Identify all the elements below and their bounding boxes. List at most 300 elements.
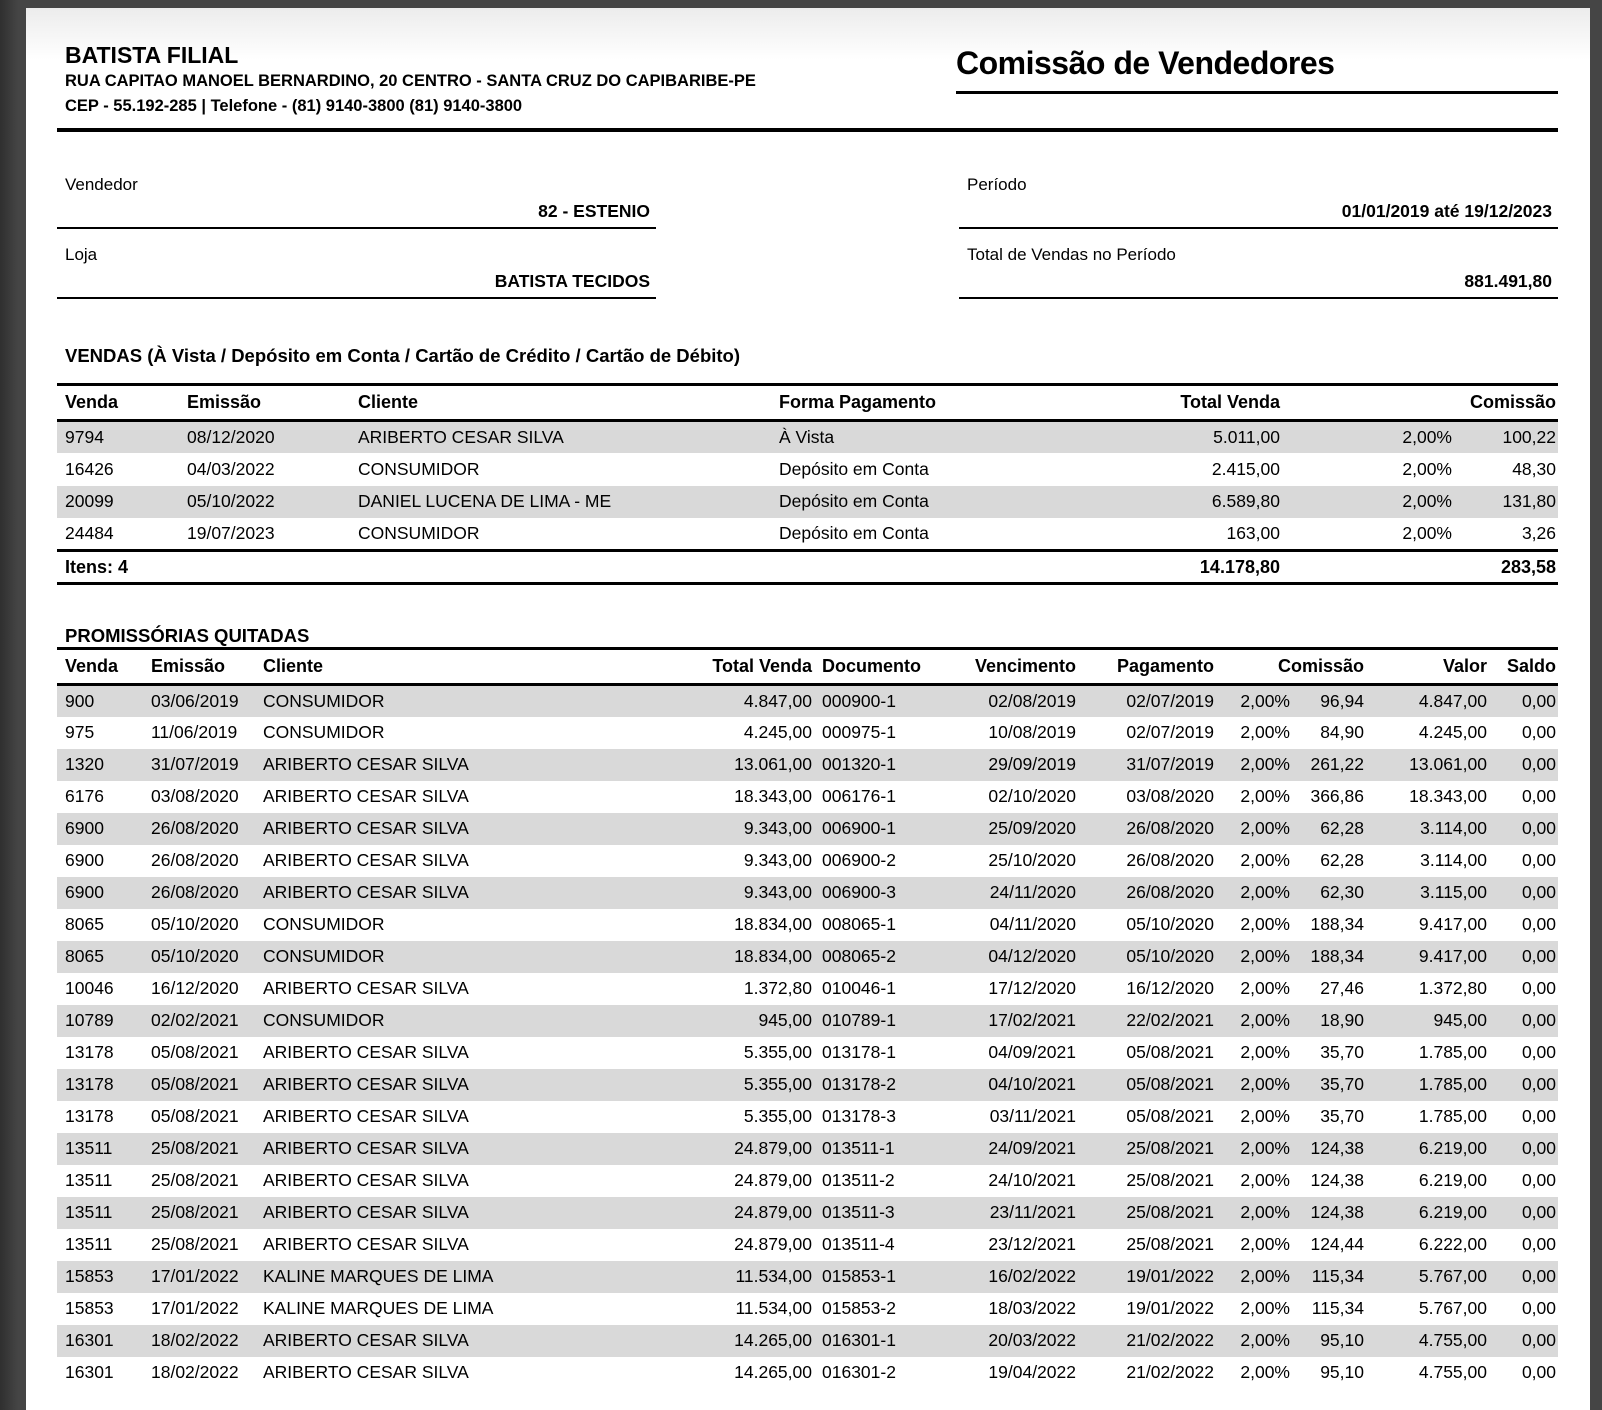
- cell-pagamento: 03/08/2020: [1126, 786, 1214, 806]
- cell-cliente: CONSUMIDOR: [263, 722, 385, 742]
- vendas-row: [57, 518, 1558, 551]
- cell-cliente: CONSUMIDOR: [263, 946, 385, 966]
- cell-vencimento: 25/10/2020: [988, 850, 1076, 870]
- cell-cliente: KALINE MARQUES DE LIMA: [263, 1266, 494, 1286]
- cell-comissao-valor: 124,38: [1310, 1202, 1364, 1222]
- cell-comissao-valor: 62,30: [1320, 882, 1364, 902]
- cell-comissao-pct: 2,00%: [1240, 1010, 1290, 1030]
- cell-pagamento: 05/10/2020: [1126, 946, 1214, 966]
- cell-comissao-valor: 131,80: [1502, 491, 1556, 512]
- cell-pagamento: 16/12/2020: [1126, 978, 1214, 998]
- cell-cliente: ARIBERTO CESAR SILVA: [263, 1234, 469, 1254]
- promissoria-row: [57, 973, 1558, 1005]
- cell-cliente: CONSUMIDOR: [358, 523, 480, 543]
- cell-emissao: 25/08/2021: [151, 1138, 239, 1158]
- cell-total-venda: 14.265,00: [734, 1362, 812, 1382]
- promissoria-row: [57, 1261, 1558, 1293]
- company-cep-phone: CEP - 55.192-285 | Telefone - (81) 9140-3800 (81) 9140-3800: [65, 96, 523, 115]
- cell-cliente: KALINE MARQUES DE LIMA: [263, 1298, 494, 1318]
- cell-saldo: 0,00: [1521, 978, 1556, 998]
- cell-comissao-valor: 35,70: [1320, 1042, 1364, 1062]
- cell-venda: 975: [65, 722, 95, 742]
- cell-comissao-valor: 48,30: [1512, 458, 1556, 479]
- cell-valor: 9.417,00: [1418, 946, 1487, 966]
- cell-comissao-valor: 35,70: [1320, 1106, 1364, 1126]
- promissoria-row: [57, 1197, 1558, 1229]
- cell-valor: 6.222,00: [1418, 1234, 1487, 1254]
- promissoria-row: [57, 941, 1558, 973]
- promissoria-row: [57, 1037, 1558, 1069]
- cell-vencimento: 03/11/2021: [989, 1106, 1076, 1126]
- cell-total-venda: 9.343,00: [743, 818, 812, 838]
- cell-total-venda: 18.834,00: [734, 946, 812, 966]
- promissoria-row: [57, 877, 1558, 909]
- cell-emissao: 31/07/2019: [151, 754, 239, 774]
- cell-valor: 9.417,00: [1418, 914, 1487, 934]
- header-pct-spacer: [1282, 385, 1454, 421]
- cell-documento: 006900-1: [822, 818, 896, 838]
- cell-total-venda: 945,00: [758, 1010, 812, 1030]
- cell-cliente: CONSUMIDOR: [358, 458, 480, 479]
- cell-saldo: 0,00: [1521, 786, 1556, 806]
- cell-emissao: 25/08/2021: [151, 1202, 239, 1222]
- cell-comissao-pct: 2,00%: [1240, 786, 1290, 806]
- cell-documento: 008065-2: [822, 946, 896, 966]
- cell-vencimento: 18/03/2022: [988, 1298, 1076, 1318]
- cell-comissao-pct: 2,00%: [1402, 491, 1452, 512]
- cell-documento: 013511-4: [822, 1234, 895, 1254]
- cell-emissao: 05/08/2021: [151, 1106, 239, 1126]
- cell-saldo: 0,00: [1521, 850, 1556, 870]
- promissoria-row: [57, 1325, 1558, 1357]
- cell-saldo: 0,00: [1521, 946, 1556, 966]
- cell-pagamento: 26/08/2020: [1126, 882, 1214, 902]
- cell-vencimento: 24/10/2021: [988, 1170, 1076, 1190]
- cell-saldo: 0,00: [1521, 1234, 1556, 1254]
- cell-venda: 24484: [65, 523, 114, 543]
- totals-comissao: 283,58: [1500, 556, 1556, 577]
- cell-comissao-pct: 2,00%: [1240, 1202, 1290, 1222]
- cell-vencimento: 04/12/2020: [988, 946, 1076, 966]
- cell-venda: 16426: [65, 458, 114, 479]
- cell-documento: 013178-3: [822, 1106, 896, 1126]
- promissoria-row: [57, 1165, 1558, 1197]
- cell-emissao: 11/06/2019: [151, 722, 238, 742]
- cell-pagamento: 05/08/2021: [1126, 1042, 1214, 1062]
- cell-pagamento: 05/10/2020: [1126, 914, 1214, 934]
- cell-documento: 015853-2: [822, 1298, 896, 1318]
- cell-comissao-pct: 2,00%: [1240, 1170, 1290, 1190]
- cell-comissao-valor: 35,70: [1320, 1074, 1364, 1094]
- cell-total-venda: 11.534,00: [735, 1266, 812, 1286]
- cell-total-venda: 18.343,00: [734, 786, 812, 806]
- cell-emissao: 05/10/2022: [187, 491, 275, 512]
- cell-documento: 006900-3: [822, 882, 896, 902]
- cell-venda: 8065: [65, 946, 104, 966]
- cell-venda: 1320: [65, 754, 104, 774]
- promissoria-row: [57, 909, 1558, 941]
- cell-venda: 6176: [65, 786, 104, 806]
- cell-documento: 010789-1: [822, 1010, 896, 1030]
- cell-cliente: ARIBERTO CESAR SILVA: [263, 1074, 469, 1094]
- cell-comissao-valor: 188,34: [1310, 946, 1364, 966]
- cell-vencimento: 10/08/2019: [988, 722, 1076, 742]
- cell-comissao-valor: 96,94: [1320, 690, 1364, 711]
- cell-emissao: 04/03/2022: [187, 458, 275, 479]
- cell-total-venda: 4.245,00: [743, 722, 812, 742]
- cell-saldo: 0,00: [1521, 1138, 1556, 1158]
- cell-valor: 13.061,00: [1409, 754, 1487, 774]
- cell-forma-pagamento: Depósito em Conta: [779, 491, 929, 512]
- cell-comissao-valor: 188,34: [1310, 914, 1364, 934]
- cell-vencimento: 20/03/2022: [988, 1330, 1076, 1350]
- cell-comissao-pct: 2,00%: [1240, 690, 1290, 711]
- field-vendedor: [57, 174, 656, 229]
- cell-saldo: 0,00: [1521, 690, 1556, 711]
- cell-total-venda: 14.265,00: [734, 1330, 812, 1350]
- cell-documento: 008065-1: [822, 914, 896, 934]
- header-emissao: Emissão: [187, 392, 262, 412]
- cell-total-venda: 5.355,00: [743, 1042, 812, 1062]
- cell-documento: 013178-1: [822, 1042, 896, 1062]
- cell-saldo: 0,00: [1521, 882, 1556, 902]
- cell-saldo: 0,00: [1521, 1298, 1556, 1318]
- cell-valor: 1.785,00: [1418, 1042, 1487, 1062]
- vendas-table-foot: [57, 551, 1558, 584]
- cell-pagamento: 19/01/2022: [1126, 1298, 1214, 1318]
- cell-venda: 6900: [65, 818, 104, 838]
- header-saldo: Saldo: [1506, 656, 1556, 676]
- cell-comissao-valor: 124,38: [1310, 1138, 1364, 1158]
- cell-cliente: ARIBERTO CESAR SILVA: [263, 1202, 469, 1222]
- header-divider: [57, 128, 1558, 132]
- cell-comissao-valor: 95,10: [1320, 1330, 1364, 1350]
- cell-documento: 015853-1: [822, 1266, 896, 1286]
- cell-cliente: CONSUMIDOR: [263, 690, 385, 711]
- cell-cliente: ARIBERTO CESAR SILVA: [263, 1330, 469, 1350]
- promissoria-row: [57, 1069, 1558, 1101]
- cell-valor: 6.219,00: [1418, 1170, 1487, 1190]
- cell-saldo: 0,00: [1521, 1042, 1556, 1062]
- vendas-row: [57, 421, 1558, 454]
- cell-forma-pagamento: Depósito em Conta: [779, 458, 929, 479]
- cell-cliente: DANIEL LUCENA DE LIMA - ME: [358, 491, 612, 512]
- cell-vencimento: 23/12/2021: [988, 1234, 1076, 1254]
- cell-saldo: 0,00: [1521, 722, 1556, 742]
- promissorias-section-title: PROMISSÓRIAS QUITADAS: [65, 625, 310, 646]
- cell-venda: 13511: [65, 1234, 113, 1254]
- header-cliente: Cliente: [263, 656, 324, 676]
- promissoria-row: [57, 813, 1558, 845]
- cell-comissao-pct: 2,00%: [1240, 850, 1290, 870]
- cell-total-venda: 13.061,00: [734, 754, 812, 774]
- cell-venda: 13511: [65, 1138, 113, 1158]
- cell-comissao-pct: 2,00%: [1240, 1266, 1290, 1286]
- cell-total-venda: 2.415,00: [1211, 458, 1280, 479]
- cell-venda: 900: [65, 690, 95, 711]
- cell-pagamento: 25/08/2021: [1126, 1202, 1214, 1222]
- cell-total-venda: 18.834,00: [734, 914, 812, 934]
- cell-cliente: ARIBERTO CESAR SILVA: [263, 818, 469, 838]
- cell-emissao: 03/08/2020: [151, 786, 239, 806]
- cell-saldo: 0,00: [1521, 1330, 1556, 1350]
- cell-emissao: 19/07/2023: [187, 523, 275, 543]
- cell-comissao-pct: 2,00%: [1240, 818, 1290, 838]
- cell-saldo: 0,00: [1521, 1266, 1556, 1286]
- cell-comissao-valor: 261,22: [1310, 754, 1364, 774]
- cell-comissao-pct: 2,00%: [1402, 427, 1452, 447]
- cell-venda: 6900: [65, 850, 104, 870]
- promissoria-row: [57, 685, 1558, 717]
- cell-valor: 6.219,00: [1418, 1138, 1487, 1158]
- cell-documento: 006176-1: [822, 786, 896, 806]
- cell-venda: 16301: [65, 1362, 114, 1382]
- cell-total-venda: 163,00: [1226, 523, 1280, 543]
- cell-cliente: ARIBERTO CESAR SILVA: [263, 1170, 469, 1190]
- cell-comissao-pct: 2,00%: [1240, 882, 1290, 902]
- cell-emissao: 17/01/2022: [151, 1298, 239, 1318]
- cell-valor: 3.114,00: [1420, 850, 1487, 870]
- report-title: Comissão de Vendedores: [956, 45, 1335, 81]
- cell-valor: 1.785,00: [1418, 1106, 1487, 1126]
- cell-documento: 016301-2: [822, 1362, 896, 1382]
- cell-venda: 16301: [65, 1330, 114, 1350]
- cell-total-venda: 5.355,00: [743, 1074, 812, 1094]
- cell-vencimento: 02/10/2020: [988, 786, 1076, 806]
- cell-emissao: 17/01/2022: [151, 1266, 239, 1286]
- cell-valor: 945,00: [1433, 1010, 1487, 1030]
- cell-pagamento: 25/08/2021: [1126, 1234, 1214, 1254]
- loja-value: BATISTA TECIDOS: [494, 271, 650, 291]
- cell-cliente: ARIBERTO CESAR SILVA: [263, 754, 469, 774]
- cell-comissao-pct: 2,00%: [1240, 1234, 1290, 1254]
- cell-pagamento: 19/01/2022: [1126, 1266, 1214, 1286]
- cell-valor: 18.343,00: [1409, 786, 1487, 806]
- vendas-header-row: [57, 385, 1558, 421]
- header-total-venda: Total Venda: [1180, 392, 1280, 412]
- cell-pagamento: 26/08/2020: [1126, 850, 1214, 870]
- cell-valor: 1.372,80: [1418, 978, 1487, 998]
- cell-documento: 013511-2: [822, 1170, 895, 1190]
- cell-emissao: 05/10/2020: [151, 946, 239, 966]
- cell-pagamento: 02/07/2019: [1126, 690, 1214, 711]
- cell-comissao-pct: 2,00%: [1240, 978, 1290, 998]
- cell-total-venda: 5.011,00: [1213, 427, 1280, 447]
- cell-venda: 10789: [65, 1010, 114, 1030]
- cell-total-venda: 24.879,00: [734, 1202, 812, 1222]
- cell-valor: 3.114,00: [1420, 818, 1487, 838]
- cell-comissao-valor: 18,90: [1320, 1010, 1364, 1030]
- report-page: [26, 8, 1590, 1410]
- cell-saldo: 0,00: [1521, 914, 1556, 934]
- fields-right-column: [959, 174, 1558, 299]
- cell-valor: 5.767,00: [1418, 1266, 1487, 1286]
- cell-total-venda: 4.847,00: [743, 690, 812, 711]
- cell-documento: 010046-1: [822, 978, 896, 998]
- cell-pagamento: 25/08/2021: [1126, 1170, 1214, 1190]
- cell-pagamento: 25/08/2021: [1126, 1138, 1214, 1158]
- cell-documento: 000900-1: [822, 690, 896, 711]
- cell-cliente: ARIBERTO CESAR SILVA: [263, 1042, 469, 1062]
- cell-emissao: 18/02/2022: [151, 1362, 239, 1382]
- cell-comissao-valor: 366,86: [1310, 786, 1364, 806]
- cell-documento: 013511-1: [822, 1138, 895, 1158]
- cell-venda: 13511: [65, 1202, 113, 1222]
- header-comissao: Comissão: [1277, 656, 1364, 676]
- cell-cliente: ARIBERTO CESAR SILVA: [263, 1138, 469, 1158]
- cell-comissao-pct: 2,00%: [1402, 523, 1452, 543]
- vendas-row: [57, 453, 1558, 486]
- cell-emissao: 05/08/2021: [151, 1074, 239, 1094]
- cell-vencimento: 17/12/2020: [988, 978, 1076, 998]
- cell-vencimento: 17/02/2021: [988, 1010, 1076, 1030]
- cell-total-venda: 24.879,00: [734, 1170, 812, 1190]
- cell-vencimento: 19/04/2022: [988, 1362, 1076, 1382]
- cell-vencimento: 16/02/2022: [988, 1266, 1076, 1286]
- cell-total-venda: 24.879,00: [734, 1138, 812, 1158]
- cell-valor: 6.219,00: [1418, 1202, 1487, 1222]
- cell-valor: 4.245,00: [1418, 722, 1487, 742]
- cell-cliente: CONSUMIDOR: [263, 914, 385, 934]
- cell-pagamento: 22/02/2021: [1126, 1010, 1214, 1030]
- promissoria-row: [57, 781, 1558, 813]
- promissoria-row: [57, 1005, 1558, 1037]
- cell-comissao-valor: 84,90: [1320, 722, 1364, 742]
- cell-comissao-valor: 27,46: [1320, 978, 1364, 998]
- cell-emissao: 26/08/2020: [151, 850, 239, 870]
- cell-documento: 001320-1: [822, 754, 896, 774]
- header-comissao: Comissão: [1469, 392, 1556, 412]
- cell-vencimento: 29/09/2019: [988, 754, 1076, 774]
- vendas-totals-row: [57, 551, 1558, 584]
- fields-left-column: [57, 174, 656, 299]
- promissoria-row: [57, 1133, 1558, 1165]
- cell-comissao-pct: 2,00%: [1240, 946, 1290, 966]
- cell-vencimento: 23/11/2021: [989, 1202, 1076, 1222]
- company-name: BATISTA FILIAL: [65, 42, 239, 68]
- cell-saldo: 0,00: [1521, 818, 1556, 838]
- cell-emissao: 03/06/2019: [151, 690, 239, 711]
- header-venda: Venda: [65, 392, 119, 412]
- cell-forma-pagamento: À Vista: [779, 427, 835, 447]
- header-documento: Documento: [822, 656, 921, 676]
- cell-total-venda: 1.372,80: [743, 978, 812, 998]
- field-total-vendas: [959, 244, 1558, 299]
- promissoria-row: [57, 1293, 1558, 1325]
- cell-emissao: 05/10/2020: [151, 914, 239, 934]
- cell-comissao-valor: 115,34: [1311, 1298, 1364, 1318]
- cell-comissao-pct: 2,00%: [1240, 1298, 1290, 1318]
- cell-venda: 15853: [65, 1266, 114, 1286]
- cell-vencimento: 04/09/2021: [988, 1042, 1076, 1062]
- cell-emissao: 08/12/2020: [187, 427, 275, 447]
- header-venda: Venda: [65, 656, 119, 676]
- cell-venda: 13178: [65, 1106, 114, 1126]
- cell-total-venda: 5.355,00: [743, 1106, 812, 1126]
- promissoria-row: [57, 1229, 1558, 1261]
- cell-saldo: 0,00: [1521, 1010, 1556, 1030]
- totals-pct-spacer: [1282, 551, 1454, 584]
- cell-comissao-pct: 2,00%: [1240, 1106, 1290, 1126]
- company-block: [65, 42, 956, 118]
- cell-cliente: ARIBERTO CESAR SILVA: [263, 1362, 469, 1382]
- cell-cliente: ARIBERTO CESAR SILVA: [358, 427, 564, 447]
- cell-vencimento: 24/11/2020: [989, 882, 1076, 902]
- promissoria-row: [57, 717, 1558, 749]
- promissoria-row: [57, 749, 1558, 781]
- vendas-table-body: [57, 421, 1558, 551]
- cell-pagamento: 05/08/2021: [1126, 1074, 1214, 1094]
- cell-documento: 013178-2: [822, 1074, 896, 1094]
- promissorias-table-head: [57, 649, 1558, 685]
- document-header: [57, 42, 1558, 118]
- field-loja: [57, 244, 656, 299]
- cell-total-venda: 9.343,00: [743, 850, 812, 870]
- cell-valor: 5.767,00: [1418, 1298, 1487, 1318]
- cell-documento: 000975-1: [822, 722, 896, 742]
- section-promissorias: [57, 625, 1558, 1389]
- section-vendas: [57, 345, 1558, 585]
- cell-venda: 13178: [65, 1074, 114, 1094]
- vendas-row: [57, 486, 1558, 519]
- header-valor: Valor: [1442, 656, 1487, 676]
- cell-comissao-valor: 124,38: [1310, 1170, 1364, 1190]
- cell-venda: 10046: [65, 978, 114, 998]
- vendedor-value: 82 - ESTENIO: [538, 201, 650, 221]
- cell-vencimento: 04/10/2021: [988, 1074, 1076, 1094]
- cell-saldo: 0,00: [1521, 1202, 1556, 1222]
- cell-pagamento: 26/08/2020: [1126, 818, 1214, 838]
- cell-comissao-pct: 2,00%: [1240, 1330, 1290, 1350]
- cell-comissao-pct: 2,00%: [1240, 1362, 1290, 1382]
- cell-cliente: CONSUMIDOR: [263, 1010, 385, 1030]
- cell-comissao-valor: 95,10: [1320, 1362, 1364, 1382]
- promissoria-row: [57, 845, 1558, 877]
- cell-vencimento: 04/11/2020: [989, 914, 1076, 934]
- cell-vencimento: 02/08/2019: [988, 690, 1076, 711]
- summary-fields: [57, 174, 1558, 299]
- vendedor-label: Vendedor: [65, 175, 138, 194]
- header-cliente: Cliente: [358, 392, 419, 412]
- cell-cliente: ARIBERTO CESAR SILVA: [263, 978, 469, 998]
- cell-cliente: ARIBERTO CESAR SILVA: [263, 850, 469, 870]
- promissorias-table-body: [57, 685, 1558, 1389]
- cell-comissao-pct: 2,00%: [1240, 722, 1290, 742]
- periodo-label: Período: [967, 175, 1027, 194]
- cell-emissao: 26/08/2020: [151, 882, 239, 902]
- cell-cliente: ARIBERTO CESAR SILVA: [263, 1106, 469, 1126]
- periodo-value: 01/01/2019 até 19/12/2023: [1341, 201, 1552, 221]
- cell-documento: 006900-2: [822, 850, 896, 870]
- cell-comissao-pct: 2,00%: [1240, 754, 1290, 774]
- cell-comissao-pct: 2,00%: [1240, 1138, 1290, 1158]
- promissorias-table: [57, 647, 1558, 1389]
- cell-comissao-valor: 62,28: [1320, 818, 1364, 838]
- cell-valor: 4.755,00: [1418, 1362, 1487, 1382]
- cell-pagamento: 02/07/2019: [1126, 722, 1214, 742]
- cell-pagamento: 05/08/2021: [1126, 1106, 1214, 1126]
- promissorias-header-row: [57, 649, 1558, 685]
- cell-saldo: 0,00: [1521, 1074, 1556, 1094]
- cell-emissao: 02/02/2021: [151, 1010, 239, 1030]
- cell-venda: 13178: [65, 1042, 114, 1062]
- cell-cliente: ARIBERTO CESAR SILVA: [263, 882, 469, 902]
- cell-emissao: 25/08/2021: [151, 1170, 239, 1190]
- cell-pagamento: 21/02/2022: [1126, 1362, 1214, 1382]
- totals-total-venda: 14.178,80: [1199, 556, 1280, 577]
- cell-comissao-valor: 100,22: [1502, 427, 1556, 447]
- cell-comissao-valor: 62,28: [1320, 850, 1364, 870]
